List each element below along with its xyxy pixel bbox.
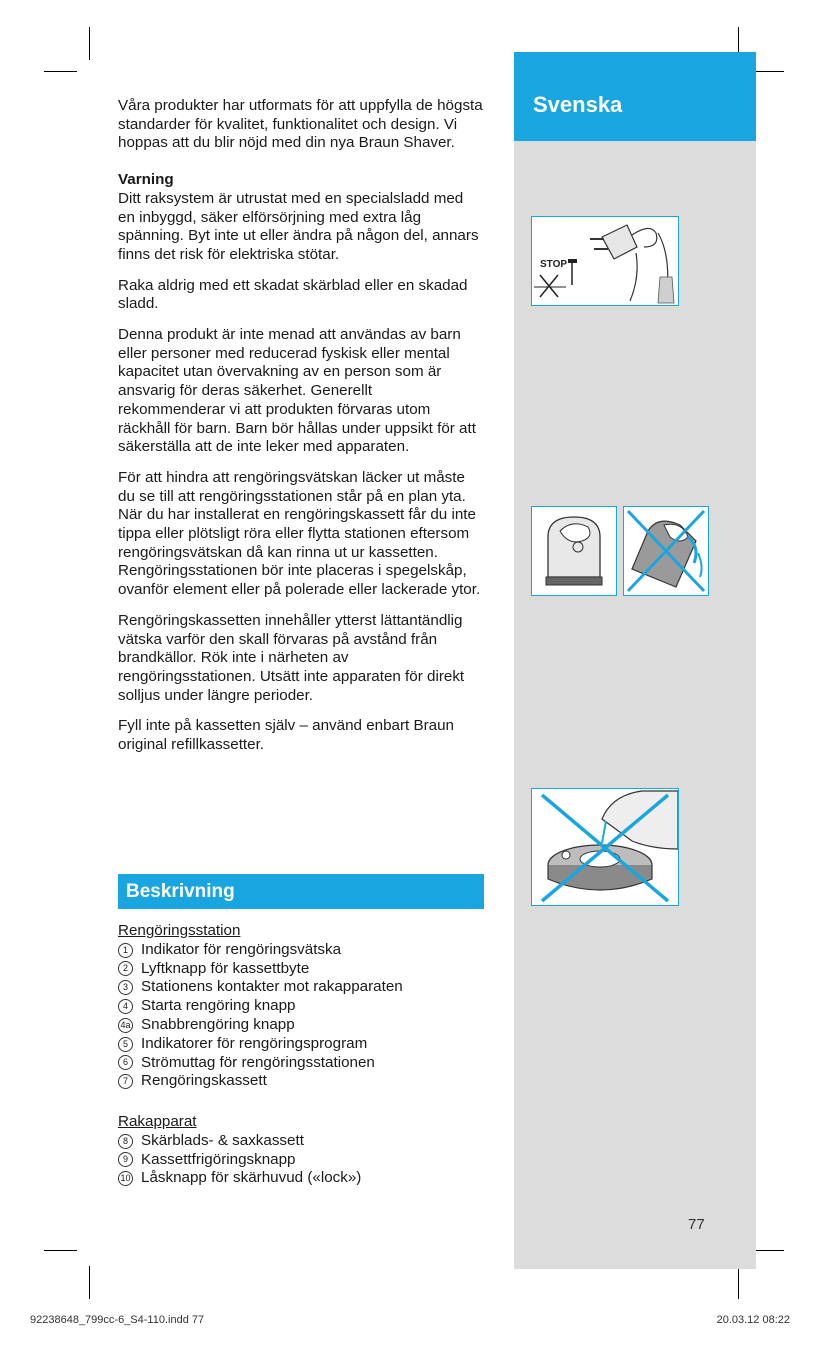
item-number: 6 bbox=[118, 1055, 133, 1070]
description-title: Beskrivning bbox=[126, 881, 235, 902]
warning-paragraph: Rengöringskassetten innehåller ytterst lättantändlig vätska varför den skall förvaras på avstånd från brandkällor. Rök inte i närheten av rengöringsstationen. Utsätt inte apparaten för direkt solljus under längre perioder. bbox=[118, 611, 465, 704]
item-label: Starta rengöring knapp bbox=[141, 997, 296, 1015]
list-item bbox=[118, 978, 488, 997]
language-title: Svenska bbox=[533, 92, 623, 117]
plug-stop-illustration bbox=[532, 217, 678, 305]
crop-mark bbox=[89, 1266, 90, 1299]
item-label: Låsknapp för skärhuvud («lock») bbox=[141, 1169, 362, 1187]
item-number: 9 bbox=[118, 1152, 133, 1167]
warning-paragraph: Denna produkt är inte menad att användas av barn eller personer med reducerad fyskisk eller mental kapacitet utan övervakning av en person som är ansvarig för deras säkerhet. Generellt rekommenderar vi att produkten förvaras utom räckhåll för barn. Barn bör hållas under uppsikt för att säkerställa att de inte leker med apparaten. bbox=[118, 326, 476, 456]
list-item bbox=[118, 1054, 488, 1073]
item-label: Snabbrengöring knapp bbox=[141, 1015, 295, 1033]
list-item bbox=[118, 1151, 488, 1170]
shaver-heading: Rakapparat bbox=[118, 1113, 197, 1130]
item-label: Kassettfrigöringsknapp bbox=[141, 1150, 296, 1168]
item-number: 5 bbox=[118, 1037, 133, 1052]
figure-no-refill bbox=[531, 788, 679, 906]
crop-mark bbox=[44, 71, 77, 72]
stop-label: STOP bbox=[540, 259, 568, 270]
item-label: Lyftknapp för kassettbyte bbox=[141, 959, 310, 977]
figure-station-tipped bbox=[623, 506, 709, 596]
figure-station-upright bbox=[531, 506, 617, 596]
item-label: Stationens kontakter mot rakapparaten bbox=[141, 978, 403, 996]
item-label: Indikatorer för rengöringsprogram bbox=[141, 1034, 368, 1052]
item-number: 4 bbox=[118, 999, 133, 1014]
item-number: 1 bbox=[118, 943, 133, 958]
list-item bbox=[118, 1132, 488, 1151]
station-heading: Rengöringsstation bbox=[118, 922, 241, 939]
list-item bbox=[118, 997, 488, 1016]
intro-paragraph: Våra produkter har utformats för att uppfylla de högsta standarder för kvalitet, funktionalitet och design. Vi hoppas att du blir nöjd med din nya Braun Shaver. bbox=[118, 97, 483, 152]
footer-date: 20.03.12 08:22 bbox=[716, 1314, 790, 1326]
item-label: Skärblads- & saxkassett bbox=[141, 1131, 304, 1149]
item-number: 2 bbox=[118, 961, 133, 976]
list-item bbox=[118, 1072, 488, 1091]
item-label: Rengöringskassett bbox=[141, 1072, 267, 1090]
item-number: 3 bbox=[118, 980, 133, 995]
item-number: 10 bbox=[118, 1171, 133, 1186]
list-item bbox=[118, 941, 488, 960]
warning-paragraph: Fyll inte på kassetten själv – använd enbart Braun original refillkassetter. bbox=[118, 717, 455, 754]
list-item bbox=[118, 1169, 488, 1188]
list-item bbox=[118, 1016, 488, 1035]
figure-power-plug bbox=[531, 216, 679, 306]
shaver-parts-list bbox=[118, 1113, 488, 1188]
item-number: 8 bbox=[118, 1134, 133, 1149]
page-number: 77 bbox=[688, 1216, 705, 1233]
no-refill-illustration bbox=[532, 789, 678, 905]
station-tipped-illustration bbox=[624, 507, 708, 595]
station-parts-list bbox=[118, 922, 488, 1091]
warning-heading: Varning bbox=[118, 171, 174, 189]
crop-mark bbox=[44, 1250, 77, 1251]
crop-mark bbox=[738, 1266, 739, 1299]
warning-paragraph: För att hindra att rengöringsvätskan läcker ut måste du se till att rengöringsstationen står på en plan yta. När du har installerat en rengöringskassett får du inte tippa eller plötsligt röra eller flytta stationen eftersom rengöringsvätskan då kan rinna ut ur kassetten. bbox=[118, 468, 476, 561]
list-item bbox=[118, 960, 488, 979]
footer-file-info: 92238648_799cc-6_S4-110.indd 77 bbox=[30, 1314, 205, 1326]
crop-mark bbox=[89, 27, 90, 60]
warning-text-column bbox=[118, 97, 483, 767]
item-number: 7 bbox=[118, 1074, 133, 1089]
item-number: 4a bbox=[118, 1018, 133, 1033]
warning-paragraph: Raka aldrig med ett skadat skärblad eller en skadad sladd. bbox=[118, 276, 468, 313]
station-upright-illustration bbox=[532, 507, 616, 595]
list-item bbox=[118, 1035, 488, 1054]
item-label: Strömuttag för rengöringsstationen bbox=[141, 1053, 375, 1071]
item-label: Indikator för rengöringsvätska bbox=[141, 940, 342, 958]
warning-paragraph: Rengöringsstationen bör inte placeras i spegelskåp, ovanför element eller på polerade eller lackerade ytor. bbox=[118, 562, 481, 599]
warning-paragraph: Ditt raksystem är utrustat med en specialsladd med en inbyggd, säker elförsörjning med extra låg spänning. Byt inte ut eller ändra på någon del, annars finns det risk för elektriska stötar. bbox=[118, 189, 479, 263]
